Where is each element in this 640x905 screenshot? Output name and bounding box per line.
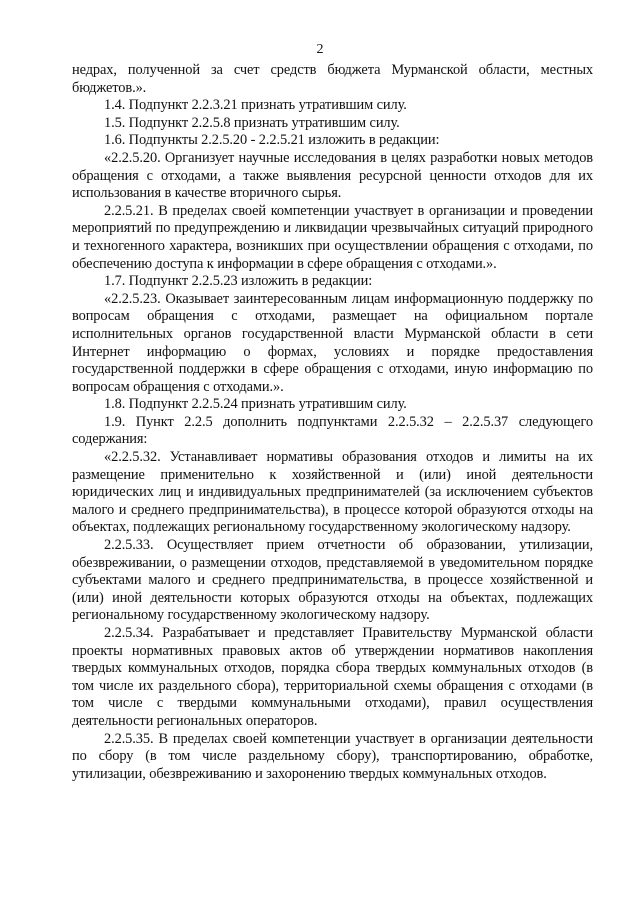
paragraph-2-2-5-35: 2.2.5.35. В пределах своей компетенции участвует в организации деятельности по сбору (в том числе раздельному сбору), транспортированию, обработке, утилизации, обезвреживанию и захоронению твердых коммунальных отходов. [72,730,593,782]
paragraph-2-2-5-32: «2.2.5.32. Устанавливает нормативы образования отходов и лимиты на их размещение применительно к хозяйственной и (или) иной деятельности юридических лиц и индивидуальных предпринимателей (за исключением субъектов малого и среднего предпринимательства), в процессе которой образуются отходы на объектах, подлежащих региональному государственному экологическому надзору. [72,449,593,536]
paragraph-item-1-4: 1.4. Подпункт 2.2.3.21 признать утратившим силу. [104,97,407,114]
paragraph-item-1-8: 1.8. Подпункт 2.2.5.24 признать утратившим силу. [104,396,407,413]
paragraph-2-2-5-33: 2.2.5.33. Осуществляет прием отчетности об образовании, утилизации, обезвреживании, о размещении отходов, представляемой в уведомительном порядке субъектами малого и среднего предпринимательства, в процессе хозяйственной и (или) иной деятельности которых образуются отходы на объектах, подлежащих региональному государственному экологическому надзору. [72,537,593,624]
paragraph-item-1-6: 1.6. Подпункты 2.2.5.20 - 2.2.5.21 изложить в редакции: [104,132,440,149]
document-body [72,62,593,783]
paragraph-item-1-5: 1.5. Подпункт 2.2.5.8 признать утратившим силу. [104,114,400,131]
paragraph-2-2-5-21: 2.2.5.21. В пределах своей компетенции участвует в организации и проведении мероприятий по предупреждению и ликвидации чрезвычайных ситуаций природного и техногенного характера, возникших при осуществлении обращения с отходами, по обеспечению доступа к информации в сфере обращения с отходами.». [72,202,593,272]
paragraph-2-2-5-23: «2.2.5.23. Оказывает заинтересованным лицам информационную поддержку по вопросам обращения с отходами, размещает на официальном портале исполнительных органов государственной власти Мурманской области в сети Интернет информацию о формах, условиях и порядке предоставления государственной поддержки в сфере обращения с отходами, иную информацию по вопросам обращения с отходами.». [72,290,593,395]
paragraph-2-2-5-20: «2.2.5.20. Организует научные исследования в целях разработки новых методов обращения с отходами, а также выявления ресурсной ценности отходов для их использования в качестве вторичного сырья. [72,149,593,202]
paragraph-2-2-5-34: 2.2.5.34. Разрабатывает и представляет Правительству Мурманской области проекты нормативных правовых актов об утверждении нормативов накопления твердых коммунальных отходов, порядка сбора твердых коммунальных отходов (в том числе их раздельного сбора), территориальной схемы обращения с отходами (в том числе с твердыми коммунальными отходами), правил осуществления деятельности региональных операторов. [72,625,593,729]
page-number: 2 [316,42,324,57]
paragraph-continuation: недрах, полученной за счет средств бюджета Мурманской области, местных бюджетов.». [72,62,593,96]
paragraph-item-1-9: 1.9. Пункт 2.2.5 дополнить подпунктами 2.2.5.32 – 2.2.5.37 следующего содержания: [72,413,593,448]
paragraph-item-1-7: 1.7. Подпункт 2.2.5.23 изложить в редакции: [104,273,373,290]
